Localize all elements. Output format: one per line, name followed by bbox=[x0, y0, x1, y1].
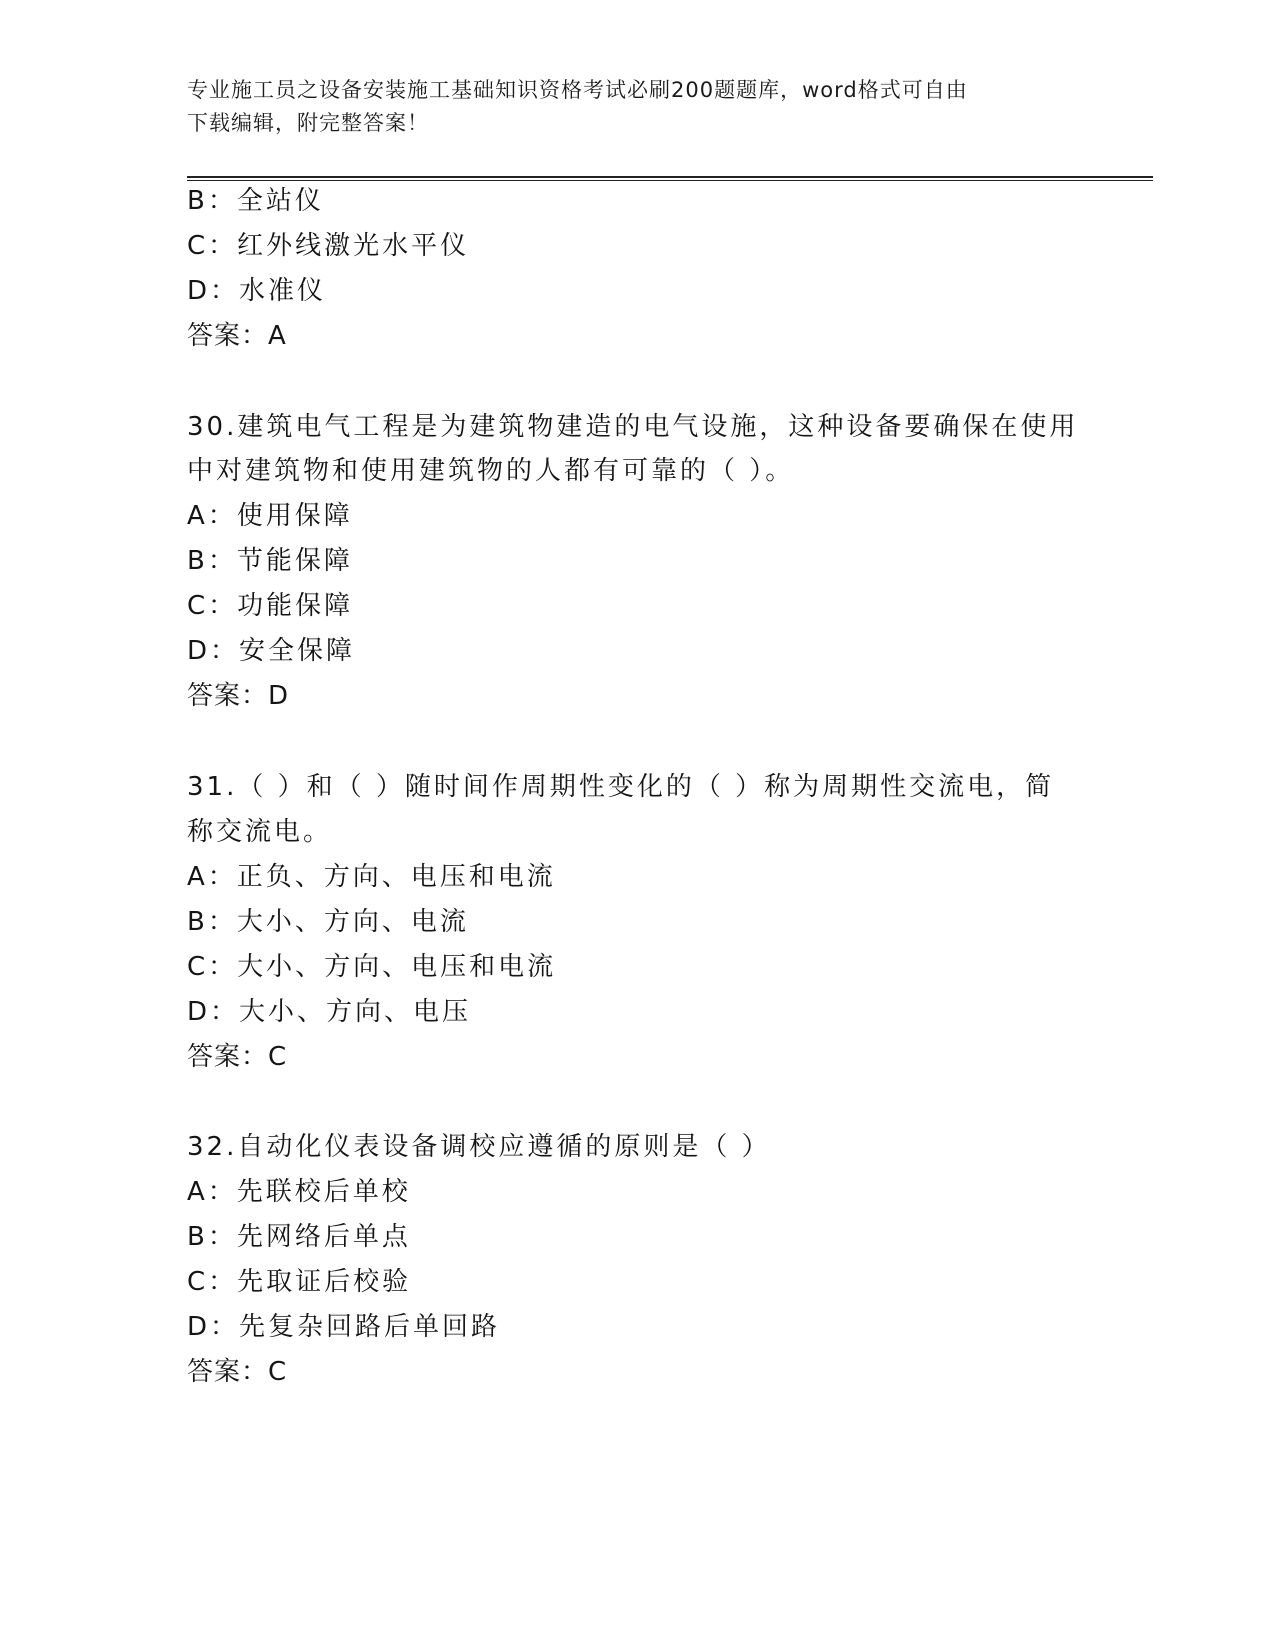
q30-option-d: D：安全保障 bbox=[187, 636, 356, 666]
header-title-line-2: 下载编辑，附完整答案！ bbox=[187, 111, 429, 135]
q29-option-d: D：水准仪 bbox=[187, 276, 327, 306]
q31-stem-line-2: 称交流电。 bbox=[187, 817, 333, 847]
q29-answer: 答案：A bbox=[187, 321, 287, 351]
q31-option-c: C：大小、方向、电压和电流 bbox=[187, 952, 557, 982]
q31-stem-line-1: 31.（ ）和（ ）随时间作周期性变化的（ ）称为周期性交流电，简 bbox=[187, 772, 1055, 802]
header-title-line-1: 专业施工员之设备安装施工基础知识资格考试必刷200题题库，word格式可自由 bbox=[187, 78, 968, 102]
q31-option-a: A：正负、方向、电压和电流 bbox=[187, 862, 556, 892]
q32-option-b: B：先网络后单点 bbox=[187, 1222, 411, 1252]
q31-answer: 答案：C bbox=[187, 1042, 288, 1072]
q32-option-a: A：先联校后单校 bbox=[187, 1177, 411, 1207]
document-header bbox=[187, 74, 1067, 140]
header-divider bbox=[187, 176, 1153, 181]
q29-option-c: C：红外线激光水平仪 bbox=[187, 231, 470, 261]
q30-stem-line-1: 30.建筑电气工程是为建筑物建造的电气设施，这种设备要确保在使用 bbox=[187, 412, 1079, 442]
q30-stem-line-2: 中对建筑物和使用建筑物的人都有可靠的（ ）。 bbox=[187, 456, 795, 486]
q32-stem-line-1: 32.自动化仪表设备调校应遵循的原则是（ ） bbox=[187, 1132, 771, 1162]
q32-answer: 答案：C bbox=[187, 1357, 288, 1387]
q32-option-d: D：先复杂回路后单回路 bbox=[187, 1312, 501, 1342]
q30-option-c: C：功能保障 bbox=[187, 591, 354, 621]
q31-option-b: B：大小、方向、电流 bbox=[187, 907, 469, 937]
q30-option-a: A：使用保障 bbox=[187, 501, 353, 531]
q29-option-b: B：全站仪 bbox=[187, 186, 324, 216]
q30-option-b: B：节能保障 bbox=[187, 546, 353, 576]
q30-answer: 答案：D bbox=[187, 681, 290, 711]
q32-option-c: C：先取证后校验 bbox=[187, 1267, 412, 1297]
q31-option-d: D：大小、方向、电压 bbox=[187, 997, 472, 1027]
